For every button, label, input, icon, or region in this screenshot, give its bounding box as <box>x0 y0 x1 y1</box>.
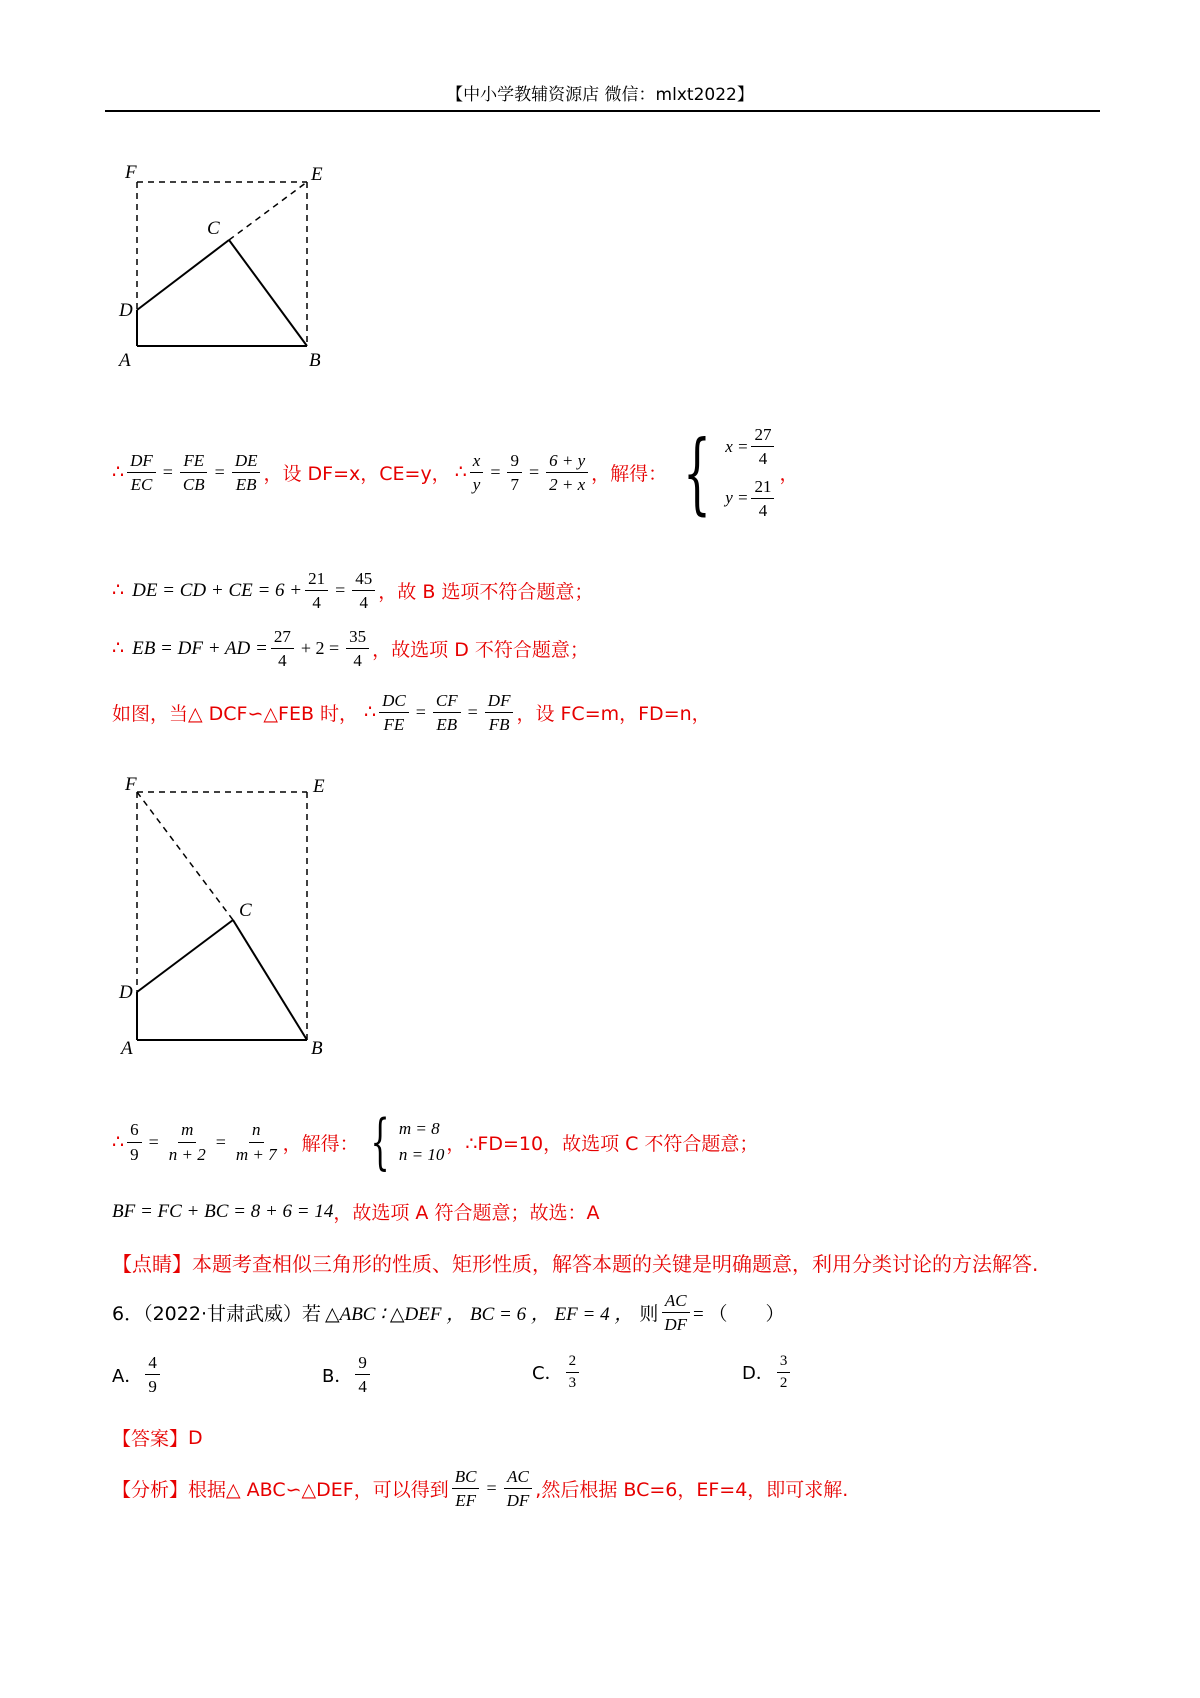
fraction: $\frac{9}{7}$ <box>507 450 522 496</box>
answer-line <box>112 1424 203 1451</box>
fraction: $\frac{DE}{EB}$ <box>232 450 261 496</box>
choice-d[interactable]: D． $\frac{3}{2}$ <box>742 1352 793 1393</box>
fraction: $\frac{AC}{DF}$ <box>504 1466 533 1512</box>
fraction: $\frac{DF}{FB}$ <box>485 690 514 736</box>
fraction: $\frac{m}{n + 2}$ <box>168 1120 206 1164</box>
fig2-segment-FC <box>137 792 233 920</box>
fraction: $\frac{45}{4}$ <box>352 568 375 614</box>
text: 如图，当△ DCF∽△FEB 时， <box>112 703 359 726</box>
fig1-label-A: A <box>119 350 131 371</box>
choice-b[interactable]: B． $\frac{9}{4}$ <box>322 1352 373 1398</box>
fraction: $\frac{BC}{EF}$ <box>452 1466 480 1512</box>
fraction: $\frac{CF}{EB}$ <box>433 690 461 736</box>
choice-c[interactable]: C． $\frac{2}{3}$ <box>532 1352 582 1393</box>
fig2-segment-DC <box>137 920 233 992</box>
page-header: 【中小学教辅资源店 微信：mlxt2022】 <box>446 85 754 105</box>
answer-tag: 【答案】 <box>112 1428 189 1450</box>
fig1-label-F: F <box>125 162 137 183</box>
text: ，设 FC=m，FD=n， <box>516 703 711 726</box>
fraction: $\frac{35}{4}$ <box>346 626 369 672</box>
analysis-tag: 【分析】 <box>112 1479 189 1502</box>
fig2-label-A: A <box>121 1038 133 1059</box>
fig1-label-D: D <box>119 300 133 321</box>
therefore-symbol: ∴ <box>454 462 467 483</box>
fig1-label-E: E <box>311 164 323 185</box>
fig2-label-C: C <box>239 900 252 921</box>
fig2-label-B: B <box>311 1038 323 1059</box>
solution-line-6: BF = FC + BC = 8 + 6 = 14 ，故选项 A 符合题意；故选：A <box>112 1198 599 1225</box>
text: ，解得： <box>591 463 668 485</box>
fig1-segment-DC <box>137 240 229 310</box>
answer-value: D <box>188 1426 203 1449</box>
fig2-label-E: E <box>313 776 325 797</box>
fig2-label-F: F <box>125 774 137 795</box>
question-number: 6．（2022·甘肃武威）若 <box>112 1303 321 1326</box>
fig2-segment-CB <box>233 920 307 1040</box>
fraction: $\frac{21}{4}$ <box>305 568 328 614</box>
solution-line-4: 如图，当△ DCF∽△FEB 时， ∴ $\frac{DC}{FE}$ = $\frac{CF}{EB}$ = $\frac{DF}{FB}$ ，设 FC=m，FD=n， <box>112 691 711 735</box>
header-divider <box>105 110 1100 112</box>
fig2-label-D: D <box>119 982 133 1003</box>
geometry-figure-1 <box>115 160 355 390</box>
fraction: $\frac{n}{m + 7}$ <box>235 1120 277 1164</box>
text: ，故 B 选项不符合题意； <box>378 581 594 604</box>
fig1-segment-CE <box>229 182 307 240</box>
therefore-symbol: ∴ <box>112 462 125 483</box>
fig1-segment-CB <box>229 240 307 346</box>
solution-line-1: ∴ $\frac{DF}{EC}$ = $\frac{FE}{CB}$ = $\frac{DE}{EB}$ ，设 DF=x，CE=y， ∴ $\frac{x}{y}$ = $\frac{9}{7}$ = $\frac{6 + y}{2 + x}$ ，解得： { x = $\frac{27}{4}$ y = $\frac{21}{4}$ ， <box>112 420 799 524</box>
text: ，故选项 A 符合题意；故选：A <box>333 1202 600 1224</box>
text: ，∴FD=10，故选项 C 不符合题意； <box>446 1132 759 1155</box>
key-point-note: 【点睛】本题考查相似三角形的性质、矩形性质，解答本题的关键是明确题意，利用分类讨论的方法解答. <box>112 1252 1039 1276</box>
solution-line-5: ∴ $\frac{6}{9}$ = $\frac{m}{n + 2}$ = $\frac{n}{m + 7}$ ，解得： { m = 8 n = 10 ，∴FD=10，故选项 C 不符合题意； <box>112 1107 759 1177</box>
fraction: $\frac{AC}{DF}$ <box>661 1290 690 1336</box>
text: ，故选项 D 不符合题意； <box>372 639 589 662</box>
fraction: $\frac{x}{y}$ <box>470 450 484 496</box>
fig1-label-B: B <box>309 350 321 371</box>
fig1-label-C: C <box>207 218 220 239</box>
solution-line-2: ∴ DE = CD + CE = 6 + $\frac{21}{4}$ = $\frac{45}{4}$ ，故 B 选项不符合题意； <box>112 569 594 613</box>
fraction: $\frac{27}{4}$ <box>271 626 294 672</box>
choice-a[interactable]: A． $\frac{4}{9}$ <box>112 1352 163 1398</box>
geometry-figure-2 <box>115 770 355 1060</box>
solution-line-3: ∴ EB = DF + AD = $\frac{27}{4}$ + 2 = $\frac{35}{4}$ ，故选项 D 不符合题意； <box>112 627 589 671</box>
fraction: $\frac{6}{9}$ <box>127 1119 142 1165</box>
fraction: $\frac{FE}{CB}$ <box>180 450 208 496</box>
question-6: 6．（2022·甘肃武威）若 △ABC ∶ △DEF ， BC = 6 ， EF = 4 ， 则 $\frac{AC}{DF}$ = （ ） <box>112 1291 785 1335</box>
fraction: $\frac{6 + y}{2 + x}$ <box>546 450 588 496</box>
fraction: $\frac{DF}{EC}$ <box>127 450 156 496</box>
analysis-line: 【分析】 根据△ ABC∽△DEF，可以得到 $\frac{BC}{EF}$ = $\frac{AC}{DF}$ ,然后根据 BC=6，EF=4，即可求解. <box>112 1467 849 1511</box>
text: ，设 DF=x，CE=y， <box>263 463 451 485</box>
text: ，解得： <box>282 1132 359 1155</box>
equation-system: { m = 8 n = 10 <box>370 1107 445 1177</box>
fraction: $\frac{DC}{FE}$ <box>379 690 409 736</box>
equation-system: { x = $\frac{27}{4}$ y = $\frac{21}{4}$ <box>669 424 777 521</box>
